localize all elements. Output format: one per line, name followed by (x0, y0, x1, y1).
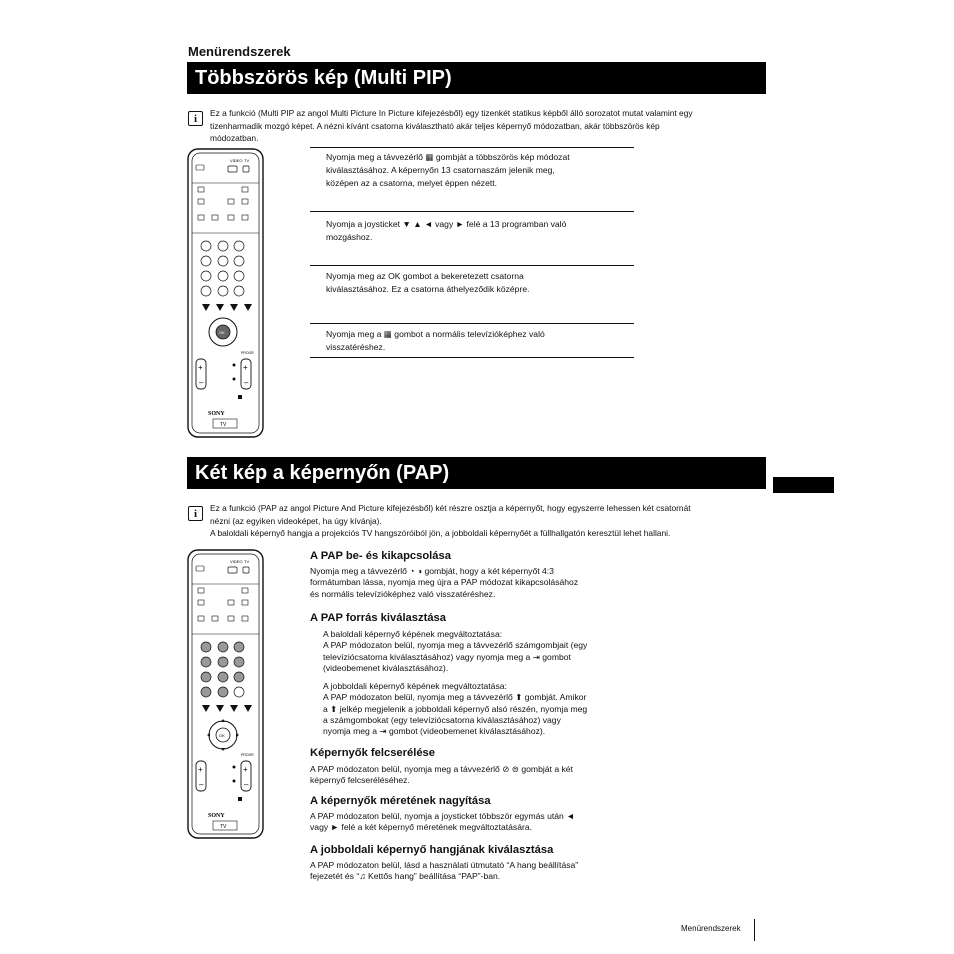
footer-label: Menürendszerek (681, 924, 741, 933)
svg-text:–: – (244, 378, 249, 387)
step-line: Nyomja meg a távvezérlő ▦ gombját a többszörös kép módozat (326, 152, 570, 162)
pap-sound-text (310, 860, 640, 883)
svg-text:–: – (199, 780, 204, 789)
text-line: vagy ► felé a két képernyő méretének megváltoztatására. (310, 822, 533, 833)
note-line: módozatban. (210, 133, 259, 143)
step-divider (310, 357, 634, 358)
remote-video-label: VIDEO (230, 559, 243, 564)
multi-pip-title: Többszörös kép (Multi PIP) (195, 66, 452, 89)
pap-sound-heading: A jobboldali képernyő hangjának kiválasztása (310, 844, 554, 856)
pap-swap-text (310, 764, 640, 787)
svg-text:+: + (243, 363, 248, 372)
svg-text:+: + (198, 765, 203, 774)
svg-text:+: + (243, 765, 248, 774)
remote-prog-label: PROGR (241, 351, 254, 355)
text-line: A PAP módozaton belül, nyomja meg a távvezérlő ⊘ ⊜ gombját a két (310, 764, 573, 774)
text-line: fejezetét és “♫ Kettős hang” beállítása “PAP”-ban. (310, 871, 501, 882)
step-line: visszatéréshez. (326, 342, 386, 352)
remote-control-illustration-2 (186, 548, 266, 842)
text-line: A PAP módozaton belül, nyomja meg a távvezérlő számgombjait (egy (323, 640, 588, 651)
text-line: A PAP módozaton belül, nyomja meg a távvezérlő ⬆ gombját. Amikor (323, 692, 587, 703)
step-divider (310, 147, 634, 148)
text-line: A PAP módozaton belül, lásd a használati útmutató “A hang beállítása” (310, 860, 579, 870)
step-divider (310, 323, 634, 324)
pap-title-banner (187, 457, 766, 489)
multi-pip-note (210, 107, 770, 145)
section-header: Menürendszerek (188, 44, 291, 59)
svg-text:–: – (244, 780, 249, 789)
remote-tv-top-label: TV (244, 158, 250, 163)
text-line: A baloldali képernyő képének megváltoztatása: (323, 629, 503, 639)
text-line: képernyő felcseréléséhez. (310, 775, 410, 786)
multi-pip-step-3 (326, 270, 626, 296)
pap-title: Két kép a képernyőn (PAP) (195, 461, 450, 484)
text-line: a ⬆ jelkép megjelenik a jobboldali képernyő alsó részén, nyomja meg (323, 703, 588, 714)
pap-onoff-heading: A PAP be- és kikapcsolása (310, 550, 451, 562)
remote-video-label: VIDEO (230, 158, 243, 163)
remote-prog-label: PROGR (241, 753, 254, 757)
remote-control-illustration-1 (186, 147, 266, 441)
step-line: Nyomja meg a ▦ gombot a normális televízióképhez való (326, 329, 545, 339)
note-line: nézni (az egyiken videoképet, ha úgy kívánja). (210, 515, 382, 526)
multi-pip-step-2 (326, 218, 626, 244)
step-line: mozgáshoz. (326, 232, 373, 242)
text-line: televíziócsatorna kiválasztásához) vagy nyomja meg a ⇥ gombot (323, 651, 571, 662)
section-side-tab (773, 477, 834, 493)
info-note-icon: i (188, 506, 203, 521)
text-line: nyomja meg a ⇥ gombot (videobemenet kiválasztásához). (323, 726, 546, 737)
step-line: Nyomja a joysticket ▼ ▲ ◄ vagy ► felé a 13 programban való (326, 219, 567, 229)
pap-onoff-text (310, 566, 640, 600)
note-line: Ez a funkció (PAP az angol Picture And Picture kifejezésből) két részre osztja a képernyőt, hogy egyszerre lehessen két csatornát (210, 503, 691, 513)
pap-swap-heading: Képernyők felcserélése (310, 747, 436, 759)
text-line: Nyomja meg a távvezérlő ◔ ◑ gombját, hogy a két képernyőt 4:3 (310, 566, 554, 576)
pap-note (210, 502, 780, 540)
pap-source-heading: A PAP forrás kiválasztása (310, 612, 446, 624)
step-divider (310, 211, 634, 212)
text-line: A jobboldali képernyő képének megváltoztatása: (323, 681, 507, 692)
note-line: A baloldali képernyő hangja a projekciós TV hangszóróiból jön, a jobboldali képernyőét a füllhallgatón keresztül lehet hallani. (210, 528, 671, 538)
svg-text:–: – (199, 378, 204, 387)
info-note-icon: i (188, 111, 203, 126)
footer-divider (754, 919, 755, 941)
remote-ok-label: OK (219, 733, 225, 738)
pap-zoom-heading: A képernyők méretének nagyítása (310, 795, 491, 807)
text-line: A PAP módozaton belül, nyomja a joysticket többször egymás után ◄ (310, 811, 575, 821)
multi-pip-step-4 (326, 328, 626, 354)
text-line: (videobemenet kiválasztásához). (323, 662, 449, 673)
text-line: és normális televízióképhez való visszatéréshez. (310, 588, 496, 599)
remote-brand-label: SONY (208, 411, 225, 417)
pap-zoom-text (310, 811, 640, 834)
text-line: formátumban lássa, nyomja meg újra a PAP módozat kikapcsolásához (310, 577, 579, 588)
remote-tv-label: TV (220, 824, 227, 830)
step-divider (310, 265, 634, 266)
step-line: középen az a csatorna, melyet éppen nézett. (326, 178, 498, 188)
note-line: Ez a funkció (Multi PIP az angol Multi Picture In Picture kifejezésből) egy tizenkét statikus képből álló sorozatot mutat valamint egy (210, 108, 693, 118)
remote-tv-label: TV (220, 422, 227, 428)
text-line (323, 674, 643, 681)
pap-source-text (323, 629, 643, 738)
step-line: kiválasztásához. Ez a csatorna áthelyeződik középre. (326, 284, 530, 294)
svg-text:+: + (198, 363, 203, 372)
multi-pip-title-banner (187, 62, 766, 94)
note-line: tizenharmadik mozgó képet. A nézni kívánt csatorna kiválasztható akár teljes képernyő módozatban, akár többszörös kép (210, 120, 660, 131)
remote-tv-top-label: TV (244, 559, 250, 564)
multi-pip-step-1 (326, 151, 626, 190)
step-line: kiválasztásához. A képernyőn 13 csatornaszám jelenik meg, (326, 165, 555, 175)
remote-ok-label: OK (219, 330, 225, 335)
remote-brand-label: SONY (208, 813, 225, 819)
step-line: Nyomja meg az OK gombot a bekeretezett csatorna (326, 271, 524, 281)
text-line: a számgombokat (egy televíziócsatorna kiválasztásához) vagy (323, 715, 561, 726)
